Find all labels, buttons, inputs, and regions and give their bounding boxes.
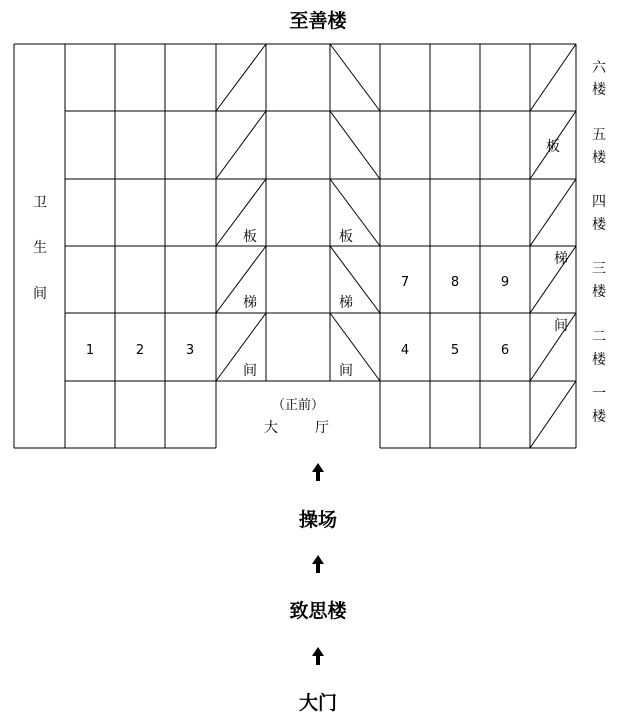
floor-label: 三	[592, 261, 606, 277]
stair-char: 间	[339, 363, 353, 379]
stair-char: 梯	[554, 251, 568, 267]
stairwell-right-label	[546, 138, 568, 334]
floor-labels	[592, 60, 607, 425]
floor-label-suffix: 楼	[592, 150, 606, 166]
floor-label-suffix: 楼	[592, 82, 606, 98]
stair-char: 间	[243, 363, 257, 379]
up-arrow-icon	[312, 463, 324, 481]
building-title: 至善楼	[289, 10, 347, 32]
zhisi-building-label: 致思楼	[289, 600, 347, 622]
room-number: 7	[400, 275, 410, 290]
route-to-gate	[289, 463, 347, 714]
room-number: 2	[135, 343, 145, 358]
room-number: 9	[500, 275, 510, 290]
floor-label-suffix: 楼	[592, 352, 606, 368]
hall-sub-label: （正前）	[271, 398, 325, 413]
stair-char: 梯	[339, 295, 353, 311]
floor-label: 四	[592, 194, 606, 210]
floor-label: 六	[592, 60, 606, 76]
stair-char: 板	[339, 229, 353, 245]
room-number: 1	[85, 343, 95, 358]
room-number: 5	[450, 343, 460, 358]
hall-char: 大	[264, 420, 278, 436]
room-number: 8	[450, 275, 460, 290]
hall-char: 厅	[315, 420, 329, 436]
room-number: 4	[400, 343, 410, 358]
floor-label-suffix: 楼	[592, 284, 606, 300]
stair-char: 梯	[243, 295, 257, 311]
stair-char: 板	[243, 229, 257, 245]
stairwell-left-label	[243, 228, 257, 379]
restroom-char: 间	[33, 286, 47, 302]
playground-label: 操场	[298, 509, 338, 531]
floor-label-suffix: 楼	[592, 217, 606, 233]
room-numbers	[86, 275, 509, 358]
restroom-label	[33, 195, 47, 302]
main-gate-label: 大门	[298, 692, 338, 714]
restroom-char: 卫	[33, 195, 47, 211]
room-number: 6	[500, 343, 510, 358]
stair-char: 板	[546, 139, 560, 155]
stairwell-middle-label	[339, 228, 353, 379]
main-hall-label	[264, 398, 329, 436]
floor-label: 一	[592, 386, 606, 402]
up-arrow-icon	[312, 647, 324, 665]
up-arrow-icon	[312, 555, 324, 573]
building-grid	[14, 44, 576, 448]
floor-label-suffix: 楼	[592, 409, 606, 425]
stair-char: 间	[554, 318, 568, 334]
floor-label: 二	[592, 329, 606, 345]
floor-label: 五	[592, 127, 606, 143]
room-number: 3	[185, 343, 195, 358]
restroom-char: 生	[33, 240, 47, 256]
